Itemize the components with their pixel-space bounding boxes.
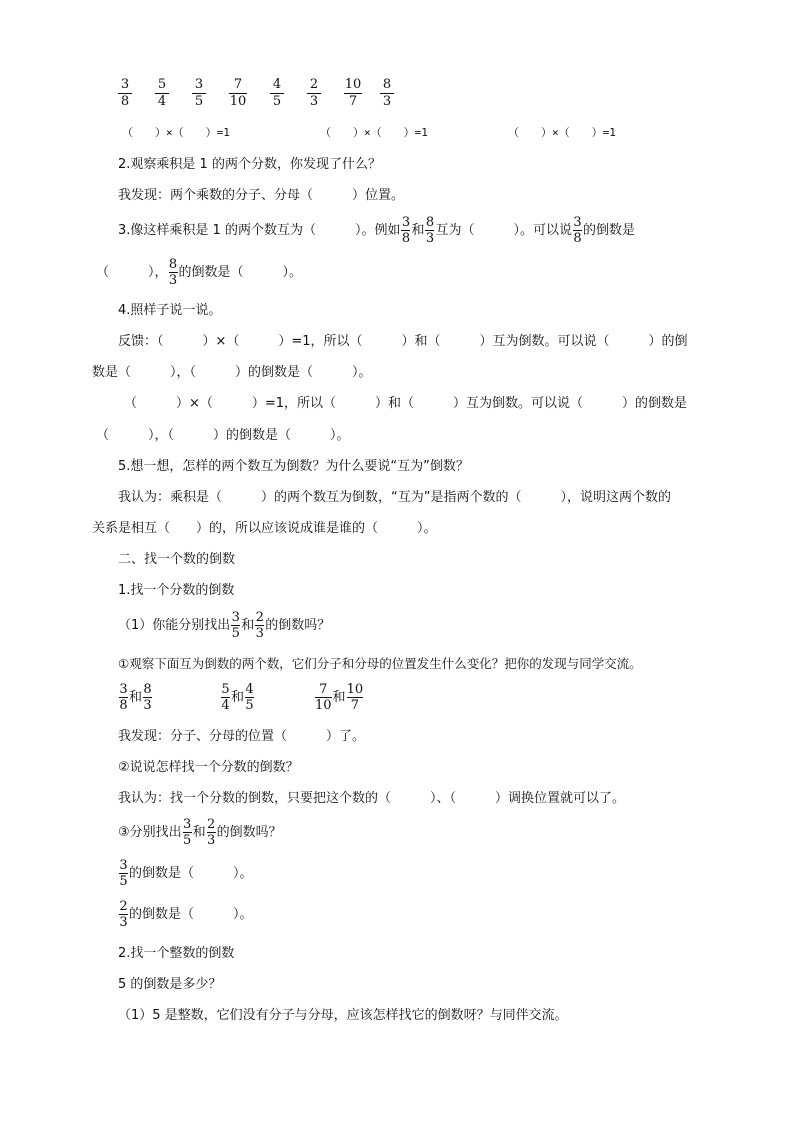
top-fraction: 3 8 (118, 78, 132, 109)
fraction: $\frac{5}{4}$ (221, 682, 230, 713)
fraction: $\frac{8}{3}$ (143, 682, 152, 713)
fraction: $\frac{10}{7}$ (346, 682, 364, 713)
question-4-feedback-3: （ ）×（ ）=1，所以（ ）和（ ）互为倒数。可以说（ ）的倒数是 (124, 396, 688, 411)
fraction: $\frac{3}{8}$ (401, 215, 411, 246)
question-5-answer-2: 关系是相互（ ）的，所以应该说成谁是谁的（ ）。 (92, 521, 437, 536)
observe-instruction: ①观察下面互为倒数的两个数，它们分子和分母的位置发生什么变化？把你的发现与同学交流。 (118, 656, 642, 671)
finding-1: 我发现：分子、分母的位置（ ）了。 (118, 729, 366, 744)
question-5-answer-1: 我认为：乘积是（ ）的两个数互为倒数，“互为”是指两个数的（ ），说明这两个数的 (118, 490, 671, 505)
top-fraction: 3 5 (192, 78, 206, 109)
think-answer: 我认为：找一个分数的倒数，只要把这个数的（ ）、（ ）调换位置就可以了。 (118, 791, 626, 806)
top-fraction: 4 5 (270, 78, 284, 109)
fraction: $\frac{3}{8}$ (119, 682, 128, 713)
question-2: 2.观察乘积是 1 的两个分数，你发现了什么？ (118, 157, 381, 172)
top-fraction: 10 7 (344, 77, 362, 109)
subsection-2-item-1: （1）5 是整数，它们没有分子与分母，应该怎样找它的倒数呀？与同伴交流。 (118, 1008, 568, 1023)
say-how: ②说说怎样找一个分数的倒数？ (118, 760, 299, 775)
top-fraction: 2 3 (307, 78, 321, 109)
fraction: $\frac{2}{3}$ (207, 817, 216, 848)
fraction: $\frac{3}{8}$ (573, 215, 582, 246)
mult-blank-3: （ ）×（ ）=1 (508, 126, 616, 139)
mult-blank-2: （ ）×（ ）=1 (320, 126, 428, 139)
fraction: $\frac{2}{3}$ (119, 899, 128, 930)
fraction: $\frac{3}{5}$ (231, 610, 240, 641)
subsection-1-question: （1）你能分别找出 $\frac{3}{5}$ 和 $\frac{2}{3}$ 的倒数吗？ (118, 610, 331, 641)
fraction: $\frac{8}{3}$ (425, 215, 435, 246)
fraction: $\frac{8}{3}$ (168, 257, 178, 288)
question-5: 5.想一想，怎样的两个数互为倒数？为什么要说“互为”倒数？ (118, 459, 469, 474)
question-3-line-2: （ ）， $\frac{8}{3}$ 的倒数是（ ）。 (96, 257, 303, 288)
reciprocal-answer-1: $\frac{3}{5}$ 的倒数是（ ）。 (119, 858, 253, 889)
fraction: $\frac{3}{5}$ (119, 858, 128, 889)
fraction: $\frac{2}{3}$ (255, 610, 264, 641)
top-fraction: 5 4 (155, 78, 169, 109)
fraction: $\frac{3}{5}$ (183, 817, 192, 848)
question-4-feedback-1: 反馈：（ ）×（ ）=1，所以（ ）和（ ）互为倒数。可以说（ ）的倒 (118, 334, 688, 349)
question-3-line-1: 3.像这样乘积是 1 的两个数互为（ ）。例如 $\frac{3}{8}$ 和 $\frac{8}{3}$ 互为（ ）。可以说 $\frac{3}{8}$ 的倒数是 (118, 215, 635, 246)
question-4: 4.照样子说一说。 (118, 303, 222, 318)
fraction: $\frac{7}{10}$ (315, 682, 332, 713)
fraction: $\frac{4}{5}$ (245, 682, 254, 713)
mult-blank-1: （ ）×（ ）=1 (122, 126, 230, 139)
reciprocal-pair-2: $\frac{5}{4}$ 和 $\frac{4}{5}$ (221, 682, 254, 713)
top-fraction: 7 10 (229, 77, 247, 109)
reciprocal-pair-3: $\frac{7}{10}$ 和 $\frac{10}{7}$ (315, 682, 364, 713)
section-2-heading: 二、找一个数的倒数 (118, 552, 236, 567)
question-2-answer: 我发现：两个乘数的分子、分母（ ）位置。 (118, 188, 405, 203)
question-4-feedback-2: 数是（ ），（ ）的倒数是（ ）。 (92, 365, 372, 380)
top-fraction: 8 3 (380, 78, 394, 109)
subsection-2-question: 5 的倒数是多少？ (118, 977, 222, 992)
find-reciprocal-question: ③分别找出 $\frac{3}{5}$ 和 $\frac{2}{3}$ 的倒数吗？ (118, 817, 282, 848)
subsection-1-heading: 1.找一个分数的倒数 (118, 583, 235, 598)
reciprocal-pair-1: $\frac{3}{8}$ 和 $\frac{8}{3}$ (119, 682, 152, 713)
reciprocal-answer-2: $\frac{2}{3}$ 的倒数是（ ）。 (119, 899, 253, 930)
subsection-2-heading: 2.找一个整数的倒数 (118, 946, 235, 961)
question-4-feedback-4: （ ），（ ）的倒数是（ ）。 (96, 428, 350, 443)
